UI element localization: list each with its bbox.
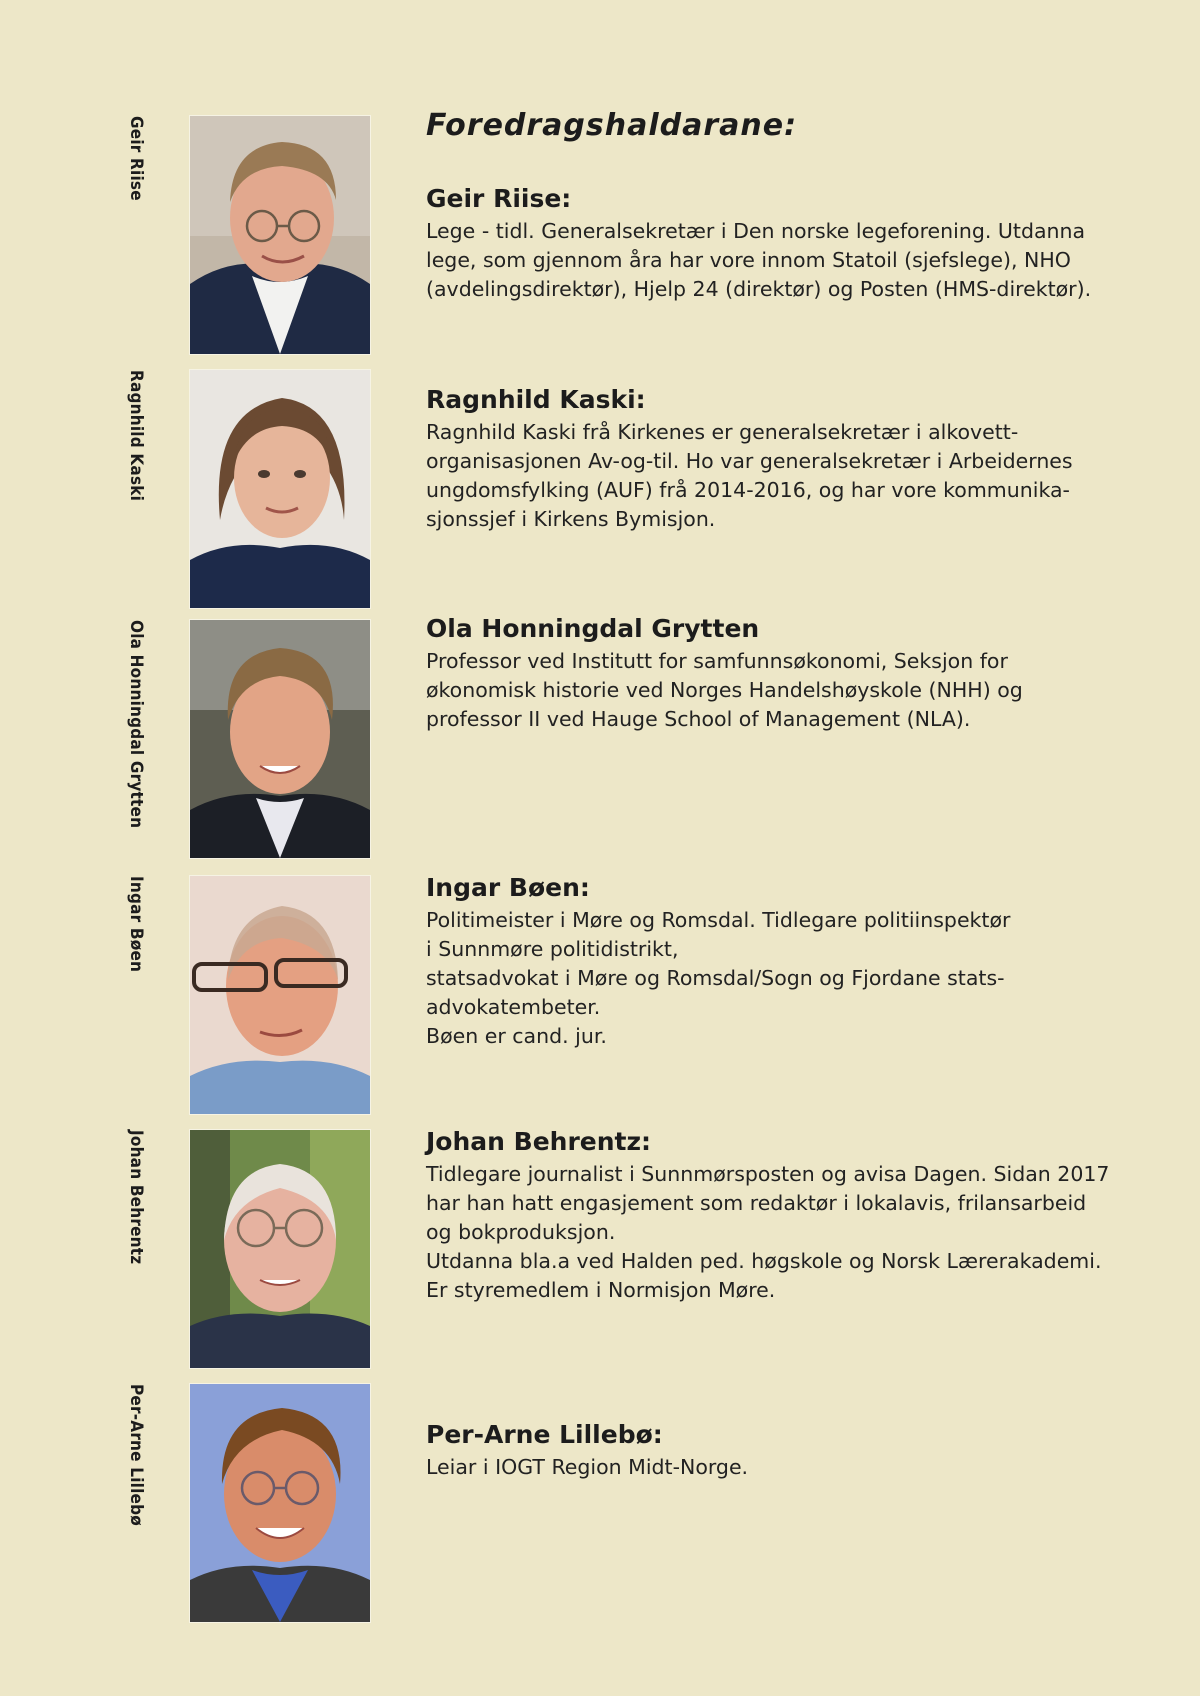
speaker-bio: Ragnhild Kaski frå Kirkenes er generalsekretær i alkovett- organisasjonen Av-og-til. Ho var generalsekretær i Arbeidernes ungdomsfylking (AUF) frå 2014-2016, og har vore kommunika- sjonssjef i Kirkens Bymisjon. <box>426 420 1073 531</box>
speaker-bio-block <box>426 1420 1126 1482</box>
speaker-bio: Leiar i IOGT Region Midt-Norge. <box>426 1455 749 1479</box>
speaker-bio-block <box>426 873 1126 1051</box>
speaker-bio: Lege - tidl. Generalsekretær i Den norske legeforening. Utdanna lege, som gjennom åra har vore innom Statoil (sjefslege), NHO (avdelingsdirektør), Hjelp 24 (direktør) og Posten (HMS-direktør). <box>426 219 1092 301</box>
page-title: Foredragshaldarane: <box>426 108 798 143</box>
portrait-per-arne-lillebo <box>190 1384 370 1622</box>
speaker-name: Geir Riise: <box>426 184 572 213</box>
speaker-name: Johan Behrentz: <box>426 1127 652 1156</box>
speaker-photo <box>190 116 370 354</box>
portrait-ingar-boen <box>190 876 370 1114</box>
speaker-side-label: Ola Honningdal Grytten <box>126 620 146 829</box>
speaker-side-label: Johan Behrentz <box>126 1130 146 1265</box>
speaker-side-label: Ragnhild Kaski <box>126 370 146 502</box>
speaker-name: Ingar Bøen: <box>426 873 590 902</box>
portrait-ragnhild-kaski <box>190 370 370 608</box>
speaker-name: Ragnhild Kaski: <box>426 385 646 414</box>
speaker-name: Per-Arne Lillebø: <box>426 1420 663 1449</box>
speaker-side-label: Per-Arne Lillebø <box>126 1384 146 1526</box>
speaker-side-label: Ingar Bøen <box>126 876 146 973</box>
speaker-bio-block <box>426 184 1126 304</box>
speaker-bio-block <box>426 1127 1126 1305</box>
portrait-geir-riise <box>190 116 370 354</box>
speaker-bio-block <box>426 614 1126 734</box>
speaker-bio: Tidlegare journalist i Sunnmørsposten og avisa Dagen. Sidan 2017 har han hatt engasjement som redaktør i lokalavis, frilansarbeid og bokproduksjon. Utdanna bla.a ved Halden ped. høgskole og Norsk Lærerakademi. Er styremedlem i Normisjon Møre. <box>426 1162 1110 1302</box>
portrait-ola-honningdal-grytten <box>190 620 370 858</box>
speaker-side-label: Geir Riise <box>126 116 146 201</box>
speaker-photo <box>190 370 370 608</box>
speaker-bio: Professor ved Institutt for samfunnsøkonomi, Seksjon for økonomisk historie ved Norges Handelshøyskole (NHH) og professor II ved Hauge School of Management (NLA). <box>426 649 1023 731</box>
speaker-name: Ola Honningdal Grytten <box>426 614 760 643</box>
speaker-bio-block <box>426 385 1126 534</box>
portrait-johan-behrentz <box>190 1130 370 1368</box>
speaker-bio: Politimeister i Møre og Romsdal. Tidlegare politiinspektør i Sunnmøre politidistrikt, statsadvokat i Møre og Romsdal/Sogn og Fjordane stats- advokatembeter. Bøen er cand. jur. <box>426 908 1011 1048</box>
speaker-photo <box>190 876 370 1114</box>
speaker-photo <box>190 620 370 858</box>
speaker-photo <box>190 1130 370 1368</box>
speaker-photo <box>190 1384 370 1622</box>
